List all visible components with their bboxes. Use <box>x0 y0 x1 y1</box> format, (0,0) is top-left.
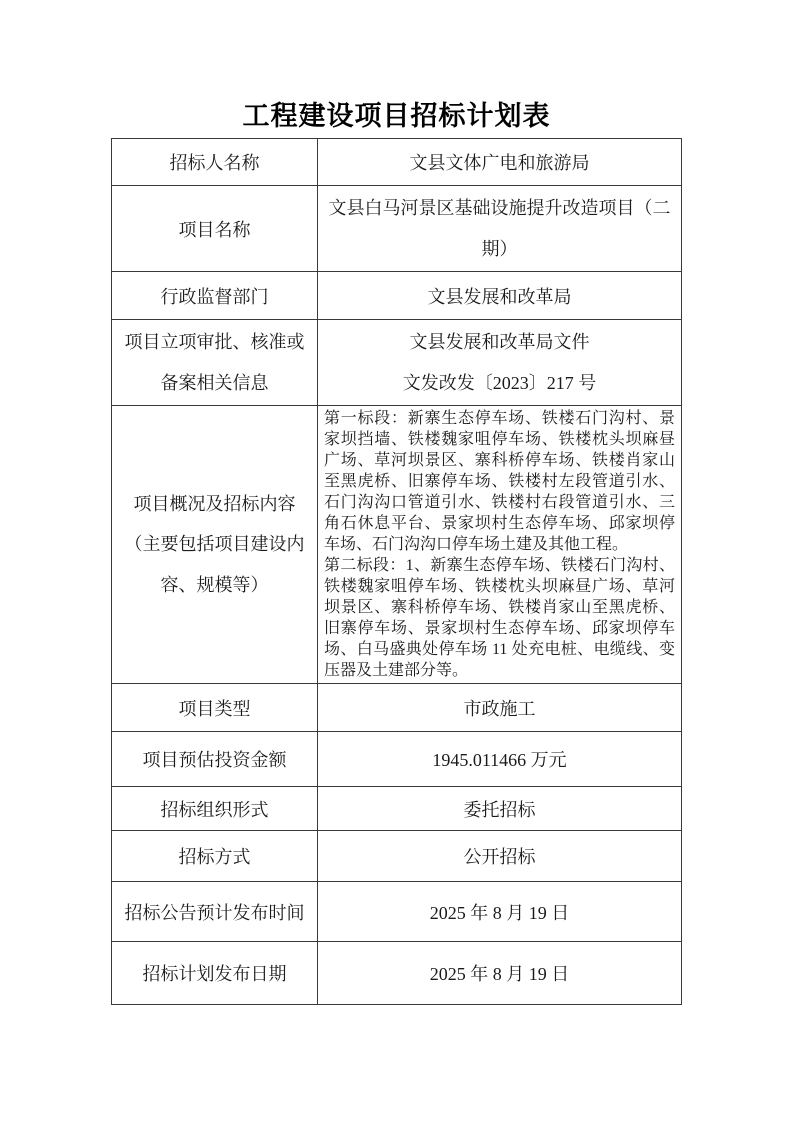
organization-form-value: 委托招标 <box>318 787 682 831</box>
bidding-method-value: 公开招标 <box>318 831 682 882</box>
project-name-value <box>318 186 682 272</box>
organization-form-label: 招标组织形式 <box>112 787 318 831</box>
table-row-project-type <box>112 684 682 732</box>
table-row-estimated-investment <box>112 732 682 787</box>
table-row-bidder-name <box>112 139 682 186</box>
supervising-department-label: 行政监督部门 <box>112 272 318 320</box>
table-row-approval-info <box>112 320 682 406</box>
table-row-supervising-department <box>112 272 682 320</box>
label-line: 容、规模等） <box>160 574 269 595</box>
label-line: 项目概况及招标内容 <box>133 493 296 514</box>
value-line: 文县白马河景区基础设施提升改造项目（二 <box>328 198 671 218</box>
project-overview-label <box>112 406 318 684</box>
bidding-plan-table <box>111 138 682 1005</box>
plan-publish-date-value: 2025 年 8 月 19 日 <box>318 942 682 1005</box>
supervising-department-value: 文县发展和改革局 <box>318 272 682 320</box>
approval-info-value <box>318 320 682 406</box>
project-name-label: 项目名称 <box>112 186 318 272</box>
estimated-investment-label: 项目预估投资金额 <box>112 732 318 787</box>
plan-publish-date-label: 招标计划发布日期 <box>112 942 318 1005</box>
label-line: 备案相关信息 <box>160 372 269 393</box>
project-overview-value <box>318 406 682 684</box>
table-row-bidding-method <box>112 831 682 882</box>
project-type-label: 项目类型 <box>112 684 318 732</box>
table-row-organization-form <box>112 787 682 831</box>
table-row-announcement-date <box>112 882 682 942</box>
announcement-date-value: 2025 年 8 月 19 日 <box>318 882 682 942</box>
label-line: （主要包括项目建设内 <box>124 534 305 555</box>
estimated-investment-value: 1945.011466 万元 <box>318 732 682 787</box>
approval-info-label <box>112 320 318 406</box>
bidder-name-value: 文县文体广电和旅游局 <box>318 139 682 186</box>
table-row-project-overview <box>112 406 682 684</box>
value-line: 文县发展和改革局文件 <box>409 332 590 352</box>
bidding-method-label: 招标方式 <box>112 831 318 882</box>
table-row-plan-publish-date <box>112 942 682 1005</box>
overview-paragraph-section1: 第一标段：新寨生态停车场、铁楼石门沟村、景家坝挡墙、铁楼魏家咀停车场、铁楼枕头坝麻昼广场、草河坝景区、寨科桥停车场、铁楼肖家山至黑虎桥、旧寨停车场、铁楼村左段管道引水、石门沟沟口管道引水、铁楼村右段管道引水、三角石休息平台、景家坝村生态停车场、邱家坝停车场、石门沟沟口停车场土建及其他工程。 <box>324 410 675 553</box>
value-line: 期） <box>481 238 518 259</box>
project-type-value: 市政施工 <box>318 684 682 732</box>
value-line: 文发改发〔2023〕217 号 <box>402 372 597 393</box>
announcement-date-label: 招标公告预计发布时间 <box>112 882 318 942</box>
table-row-project-name <box>112 186 682 272</box>
label-line: 项目立项审批、核准或 <box>124 332 305 352</box>
overview-paragraph-section2: 第二标段：1、新寨生态停车场、铁楼石门沟村、铁楼魏家咀停车场、铁楼枕头坝麻昼广场、草河坝景区、寨科桥停车场、铁楼肖家山至黑虎桥、旧寨停车场、景家坝村生态停车场、邱家坝停车场、白马盛典处停车场 11 处充电桩、电缆线、变压器及土建部分等。 <box>324 557 675 679</box>
page-title: 工程建设项目招标计划表 <box>242 101 551 131</box>
bidder-name-label: 招标人名称 <box>112 139 318 186</box>
